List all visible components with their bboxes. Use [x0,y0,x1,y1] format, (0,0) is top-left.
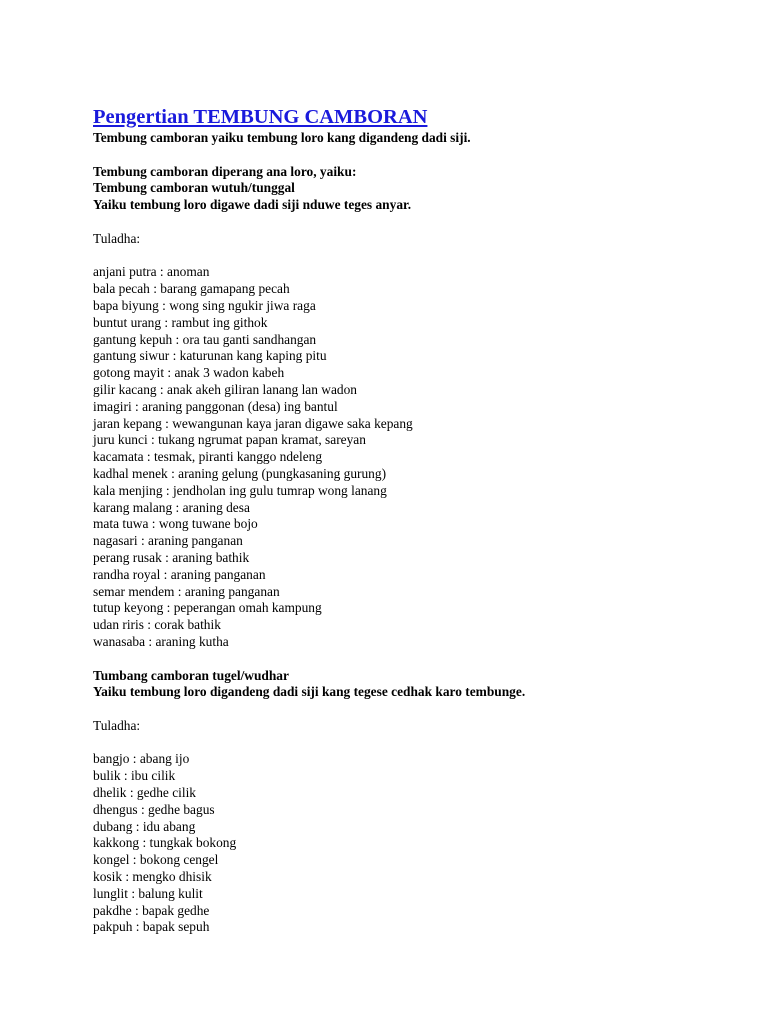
section2-description: Yaiku tembung loro digandeng dadi siji kang tegese cedhak karo tembunge. [93,684,526,700]
list-item: bala pecah : barang gamapang pecah [93,281,290,297]
list-item: bangjo : abang ijo [93,751,190,767]
spacer [93,248,753,265]
list-item: kala menjing : jendholan ing gulu tumrap wong lanang [93,482,387,498]
list-item: wanasaba : araning kutha [93,633,229,649]
list-item: gantung kepuh : ora tau ganti sandhangan [93,331,317,347]
list-item: gotong mayit : anak 3 wadon kabeh [93,365,285,381]
list-item: dhengus : gedhe bagus [93,801,215,817]
spacer [93,214,753,231]
section1-example-label: Tuladha: [93,230,141,246]
spacer [93,735,753,752]
list-item: pakpuh : bapak sepuh [93,919,210,935]
section1-example-list [93,264,753,650]
list-item: kacamata : tesmak, piranti kanggo ndeleng [93,449,323,465]
list-item: kosik : mengko dhisik [93,869,212,885]
list-item: imagiri : araning panggonan (desa) ing bantul [93,398,338,414]
document-page [93,104,753,936]
list-item: tutup keyong : peperangan omah kampung [93,600,322,616]
list-item: gilir kacang : anak akeh giliran lanang lan wadon [93,381,357,397]
list-item: semar mendem : araning panganan [93,583,280,599]
list-item: randha royal : araning panganan [93,566,266,582]
list-item: buntut urang : rambut ing githok [93,314,268,330]
list-item: udan riris : corak bathik [93,617,221,633]
list-item: jaran kepang : wewangunan kaya jaran digawe saka kepang [93,415,413,431]
list-item: kakkong : tungkak bokong [93,835,237,851]
spacer [93,651,753,668]
list-item: dhelik : gedhe cilik [93,785,197,801]
section2-example-list [93,751,753,936]
section1-heading: Tembung camboran wutuh/tunggal [93,180,295,196]
spacer [93,147,753,164]
list-item: anjani putra : anoman [93,264,210,280]
list-item: kadhal menek : araning gelung (pungkasaning gurung) [93,465,387,481]
list-item: bulik : ibu cilik [93,768,176,784]
list-item: pakdhe : bapak gedhe [93,902,210,918]
list-item: nagasari : araning panganan [93,533,243,549]
list-item: kongel : bokong cengel [93,852,219,868]
list-item: dubang : idu abang [93,818,196,834]
list-item: juru kunci : tukang ngrumat papan kramat, sareyan [93,432,366,448]
spacer [93,701,753,718]
list-item: perang rusak : araning bathik [93,549,250,565]
section2-example-label: Tuladha: [93,717,141,733]
division-intro-text: Tembung camboran diperang ana loro, yaiku: [93,163,357,179]
list-item: karang malang : araning desa [93,499,250,515]
list-item: mata tuwa : wong tuwane bojo [93,516,258,532]
list-item: gantung siwur : katurunan kang kaping pitu [93,348,327,364]
page-title-link[interactable]: Pengertian TEMBUNG CAMBORAN [93,106,428,128]
list-item: bapa biyung : wong sing ngukir jiwa raga [93,297,316,313]
list-item: lunglit : balung kulit [93,885,203,901]
definition-text: Tembung camboran yaiku tembung loro kang digandeng dadi siji. [93,130,471,145]
section2-heading: Tumbang camboran tugel/wudhar [93,667,289,683]
section1-description: Yaiku tembung loro digawe dadi siji nduwe teges anyar. [93,197,412,213]
